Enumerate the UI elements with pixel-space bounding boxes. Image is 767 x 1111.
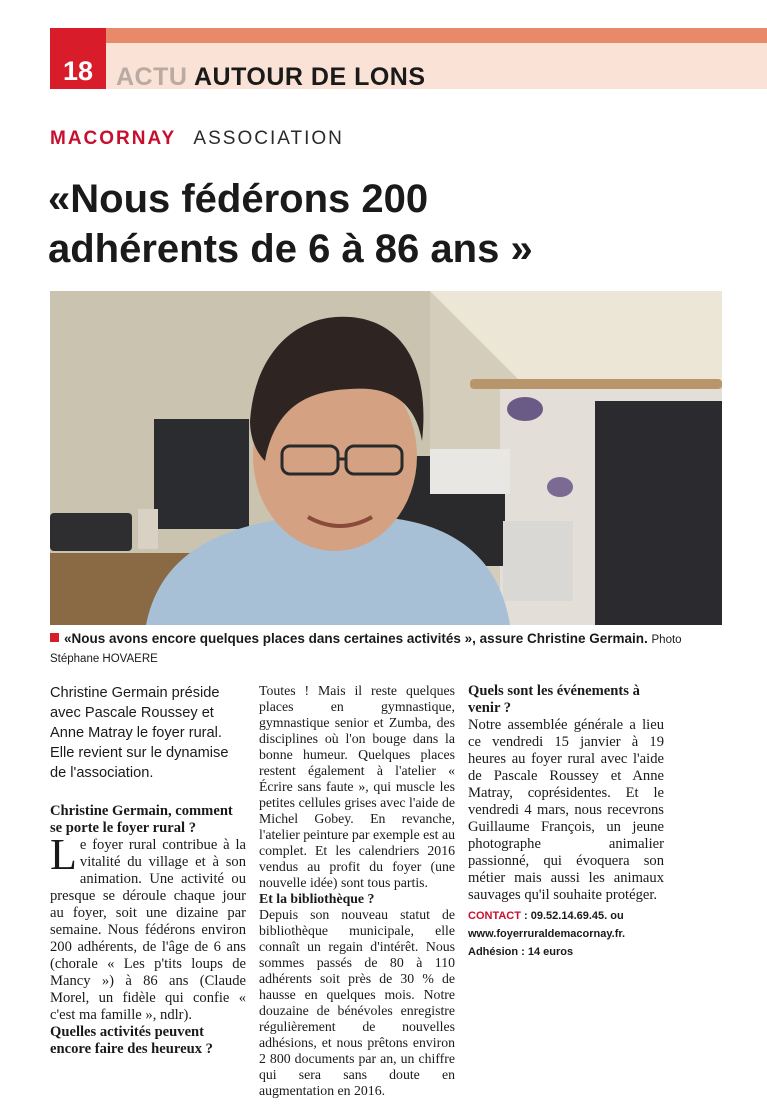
question-2: Quelles activités peuvent encore faire des heureux ? — [50, 1024, 213, 1057]
photo-credit: Photo Stéphane HOVAERE — [50, 634, 682, 665]
drop-cap: L — [50, 830, 77, 879]
rubrique-secondary: AUTOUR DE LONS — [193, 63, 426, 91]
article-column-1 — [50, 683, 246, 1058]
headline-line-2: adhérents de 6 à 86 ans » — [48, 227, 533, 271]
photo-caption — [50, 630, 730, 668]
caption-square-icon — [50, 633, 59, 642]
article-column-2 — [259, 683, 455, 1099]
article-column-3 — [468, 683, 664, 961]
kicker — [50, 128, 344, 150]
question-4: Quels sont les événements à venir ? — [468, 683, 640, 716]
contact-block — [468, 907, 664, 961]
rubrique-primary: ACTU — [116, 63, 188, 91]
answer-2: Toutes ! Mais il reste quelques places en gymnastique, gymnastique senior et Zumba, des disciplines où l'on bouge dans la bonne humeur. Quelques places restent également à l'atelier « Écrire sans faute », qui muscle les petites cellules grises avec l'aide de Michel Gobey. En revanche, l'atelier peinture par exemple est au complet. Et les calendriers 2016 vendus au profit du foyer (une nouvelle idée) sont tous partis. — [259, 683, 455, 891]
answer-4: Notre assemblée générale a lieu ce vendredi 15 janvier à 19 heures au foyer rural avec l'aide de Pascale Roussey et Anne Matray, coprésidentes. Et le vendredi 4 mars, nous recevrons Guillaume François, un jeune photographe animalier passionné, qui évoquera son métier mais aussi les animaux sauvages qu'il souhaite protéger. — [468, 717, 664, 903]
page-number-box — [50, 28, 106, 89]
question-1: Christine Germain, comment se porte le foyer rural ? — [50, 803, 233, 836]
answer-1 — [50, 830, 246, 1024]
article-chapo: Christine Germain préside avec Pascale Roussey et Anne Matray le foyer rural. Elle revient sur le dynamise de l'association. — [50, 685, 229, 781]
article-photo — [50, 291, 722, 625]
question-3: Et la bibliothèque ? — [259, 891, 375, 907]
contact-phone: : 09.52.14.69.45. ou — [524, 910, 624, 922]
headline — [48, 174, 748, 274]
rubrique — [116, 63, 426, 92]
caption-text: «Nous avons encore quelques places dans certaines activités », assure Christine Germain. — [64, 631, 648, 646]
answer-3: Depuis son nouveau statut de bibliothèque municipale, elle connaît un regain d'intérêt. Nous sommes passés de 80 à 110 adhérents soit près de 30 % de hausse en quelques mois. Notre douzaine de bénévoles enregistre régulièrement de nouvelles adhésions, et nous prêtons environ 2 800 documents par an, un chiffre qui sera sans doute en augmentation en 2016. — [259, 907, 455, 1099]
contact-website[interactable]: www.foyerruraldemacornay.fr. — [468, 928, 626, 940]
page-number: 18 — [62, 56, 94, 86]
contact-label: CONTACT — [468, 910, 521, 922]
answer-1-text: e foyer rural contribue à la vitalité du village et à son animation. Une activité ou presque se déroule chaque jour au foyer, soit une dizaine par semaine. Nous fédérons environ 200 adhérents, de l'âge de 6 ans (chorale « Les p'tits loups de Mancy ») à 86 ans (Claude Morel, un fidèle qui confie « c'est ma famille », ndlr). — [50, 837, 246, 1023]
contact-membership: Adhésion : 14 euros — [468, 946, 574, 958]
kicker-section: ASSOCIATION — [193, 128, 344, 149]
kicker-place: MACORNAY — [50, 128, 177, 149]
header-accent-bar — [50, 28, 767, 43]
photo-portrait-illustration — [50, 291, 722, 625]
headline-line-1: «Nous fédérons 200 — [48, 177, 429, 221]
